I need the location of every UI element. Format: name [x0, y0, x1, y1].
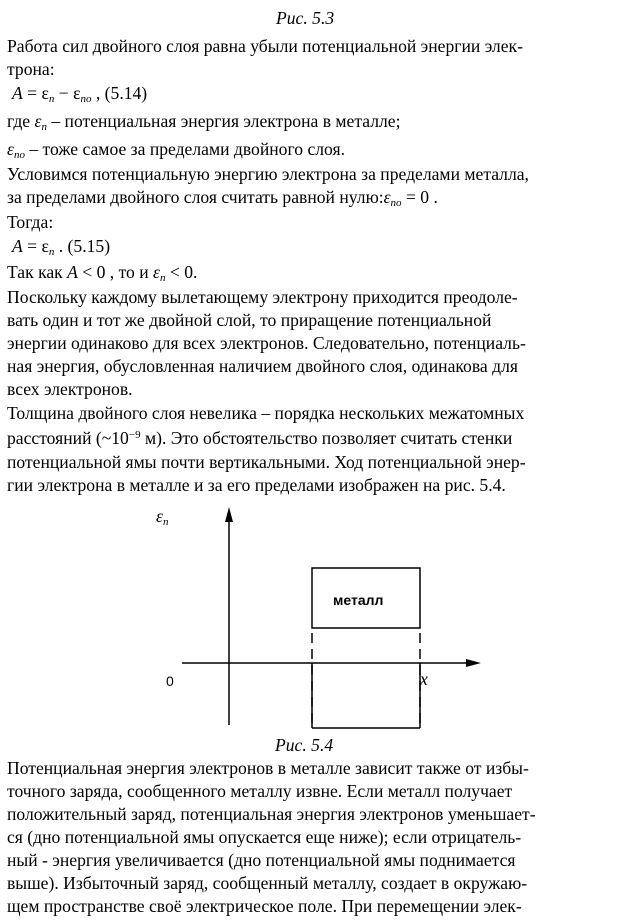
text-line: трона: [7, 59, 55, 79]
text-line: точного заряда, сообщенного металлу извне. Если металл получает [7, 781, 513, 801]
definition-eno: $\varepsilon_{no}$ – тоже самое за пределами двойного слоя. [7, 139, 345, 161]
text-line: ся (дно потенциальной ямы опускается еще ниже); если отрицатель- [7, 827, 522, 847]
text-line: выше). Избыточный заряд, сообщенный металлу, создает в окружаю- [7, 873, 528, 893]
metal-label: металл [333, 592, 384, 608]
text-line: положительный заряд, потенциальная энергия электронов уменьшает- [7, 804, 536, 824]
text-line: щем пространстве своё электрическое поле. При перемещении элек- [7, 896, 522, 916]
text-line: Поскольку каждому вылетающему электрону приходится преодоле- [7, 287, 518, 307]
text-line: ная энергия, обусловленная наличием двойного слоя, одинакова для [7, 356, 518, 376]
figure-5-4-caption: Рис. 5.4 [275, 735, 334, 755]
text-line: Толщина двойного слоя невелика – порядка нескольких межатомных [7, 403, 525, 423]
definition-en: где $\varepsilon_n$ – потенциальная энергия электрона в металле; [7, 111, 401, 133]
text-line: Так как A < 0 , то и $\varepsilon_n < 0$. [7, 262, 198, 284]
y-axis-label: $\varepsilon_n$ [156, 506, 169, 528]
x-axis-label: x [420, 669, 428, 689]
text-line: Потенциальная энергия электронов в металле зависит также от избы- [7, 758, 529, 778]
text-line: энергии одинаково для всех электронов. Следовательно, потенциаль- [7, 333, 526, 353]
text-line: расстояний ($\sim 10^{-9}$ м). Это обстоятельство позволяет считать стенки [7, 428, 513, 448]
text-line: Работа сил двойного слоя равна убыли потенциальной энергии элек- [7, 36, 523, 56]
text-line: Условимся потенциальную энергию электрона за пределами металла, [7, 164, 529, 184]
text-line: вать один и тот же двойной слой, то приращение потенциальной [7, 310, 492, 330]
figure-5-3-caption: Рис. 5.3 [276, 8, 335, 28]
text-line: потенциальной ямы почти вертикальными. Ход потенциальной энер- [7, 452, 526, 472]
x-axis-arrowhead [466, 659, 481, 667]
text-line: ный - энергия увеличивается (дно потенциальной ямы поднимается [7, 850, 516, 870]
text-line: гии электрона в металле и за его пределами изображен на рис. 5.4. [7, 475, 506, 495]
equation-5-15: $A = \varepsilon_n$ . (5.15) [12, 236, 111, 258]
text-line: Тогда: [7, 212, 54, 232]
y-axis-arrowhead [225, 507, 233, 522]
text-line: всех электронов. [7, 379, 133, 399]
text-line: за пределами двойного слоя считать равной $нулю:\varepsilon_{no} = 0$ . [7, 187, 438, 209]
origin-label: 0 [166, 673, 174, 689]
equation-5-14: $A = \varepsilon_n - \varepsilon_{no}$ , (5.14) [12, 83, 148, 105]
